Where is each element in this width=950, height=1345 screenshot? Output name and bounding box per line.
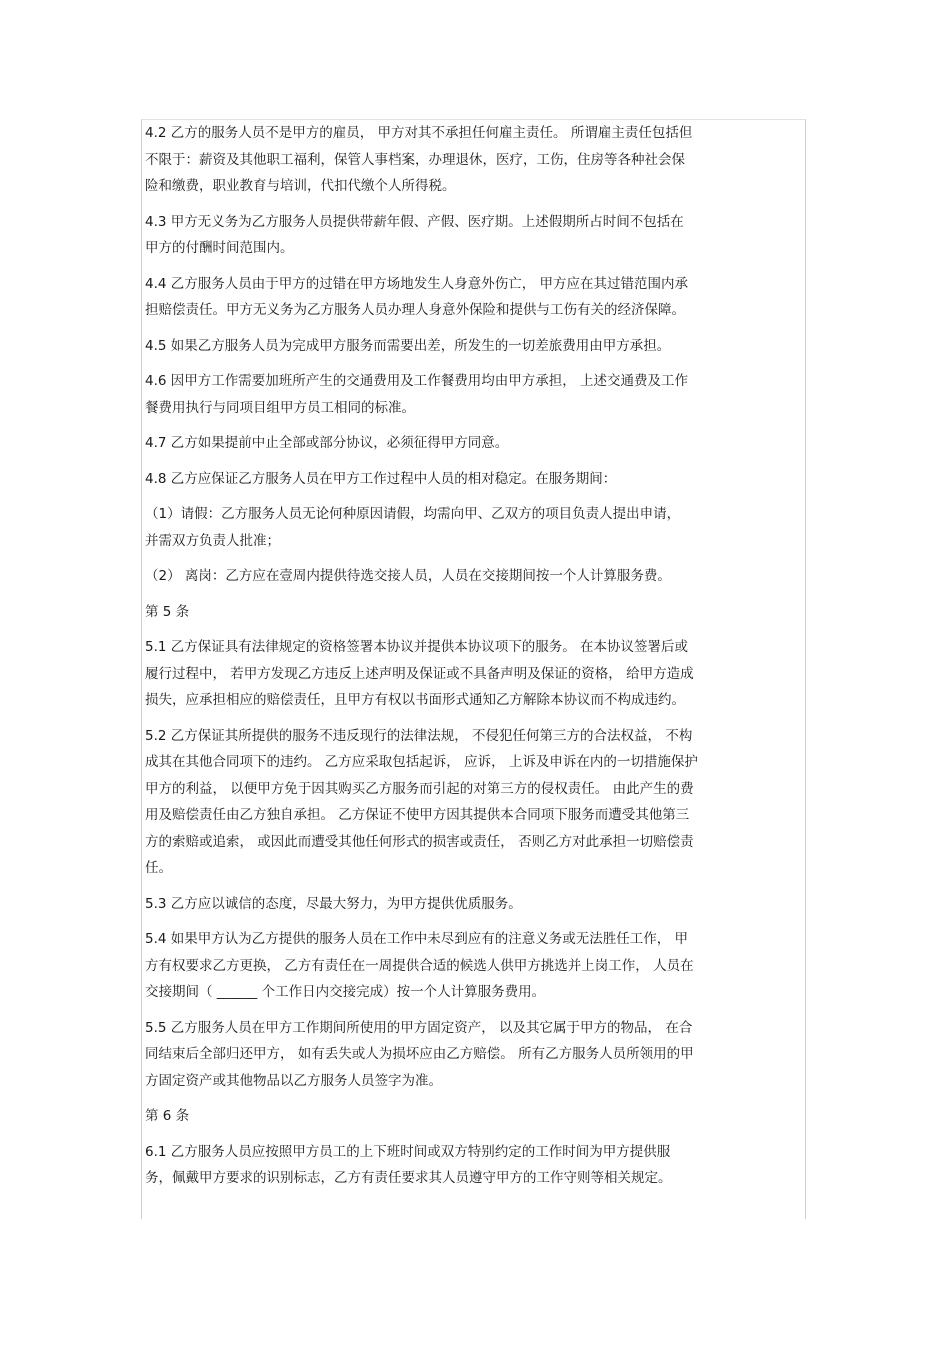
clause-line: 成其在其他合同项下的违约。 乙方应采取包括起诉， 应诉， 上诉及申诉在内的一切措施保护 [145, 754, 698, 770]
clause-4-8-2 [145, 563, 800, 590]
clause-line: 4.2 乙方的服务人员不是甲方的雇员， 甲方对其不承担任何雇主责任。 所谓雇主责任包括但 [145, 125, 693, 141]
paragraph-gap [145, 359, 800, 368]
clause-line: 方的索赔或追索， 或因此而遭受其他任何形式的损害或责任， 否则乙方对此承担一切赔偿责 [145, 833, 694, 850]
paragraph-gap [145, 917, 800, 926]
paragraph-gap [145, 262, 800, 271]
clause-line: 甲方的付酬时间范围内。 [145, 240, 294, 256]
paragraph-gap [145, 1130, 800, 1139]
clause-5-2 [145, 723, 800, 882]
paragraph-gap [145, 200, 800, 209]
clause-4-5 [145, 333, 800, 360]
clause-line: 4.5 如果乙方服务人员为完成甲方服务而需要出差，所发生的一切差旅费用由甲方承担。 [145, 337, 671, 354]
clause-line: 方固定资产或其他物品以乙方服务人员签字为准。 [145, 1072, 442, 1089]
paragraph-gap [145, 1006, 800, 1015]
clause-line: 4.7 乙方如果提前中止全部或部分协议，必须征得甲方同意。 [145, 435, 509, 451]
paragraph-gap [145, 714, 800, 723]
clause-line: 担赔偿责任。甲方无义务为乙方服务人员办理人身意外保险和提供与工伤有关的经济保障。 [145, 302, 685, 318]
clause-art-6 [145, 1103, 800, 1130]
paragraph-gap [145, 1094, 800, 1103]
clause-art-5 [145, 599, 800, 626]
paragraph-gap [145, 590, 800, 599]
paragraph-gap [145, 492, 800, 501]
clause-line: （1）请假：乙方服务人员无论何种原因请假，均需向甲、乙双方的项目负责人提出申请， [145, 506, 681, 522]
clause-line: 不限于：薪资及其他职工福利，保管人事档案，办理退休，医疗，工伤，住房等各种社会保 [145, 151, 685, 168]
clause-4-2 [145, 120, 800, 200]
clause-line: 第 6 条 [145, 1108, 190, 1124]
paragraph-gap [145, 324, 800, 333]
clause-line: 方有权要求乙方更换， 乙方有责任在一周提供合适的候选人供甲方挑选并上岗工作， 人员在 [145, 957, 694, 974]
clause-line: 5.4 如果甲方认为乙方提供的服务人员在工作中未尽到应有的注意义务或无法胜任工作， 甲 [145, 931, 689, 947]
paragraph-gap [145, 457, 800, 466]
clause-line: 5.5 乙方服务人员在甲方工作期间所使用的甲方固定资产， 以及其它属于甲方的物品， 在合 [145, 1019, 693, 1036]
clause-line: 险和缴费，职业教育与培训，代扣代缴个人所得税。 [145, 178, 456, 194]
paragraph-gap [145, 421, 800, 430]
clause-4-6 [145, 368, 800, 421]
clause-line: 5.2 乙方保证其所提供的服务不违反现行的法律法规， 不侵犯任何第三方的合法权益， 不构 [145, 727, 693, 744]
clause-5-3 [145, 891, 800, 918]
clause-line: 6.1 乙方服务人员应按照甲方员工的上下班时间或双方特别约定的工作时间为甲方提供服 [145, 1143, 671, 1160]
clause-line: （2） 离岗：乙方应在壹周内提供待选交接人员，人员在交接期间按一个人计算服务费。 [145, 568, 671, 584]
clause-line: 5.1 乙方保证具有法律规定的资格签署本协议并提供本协议项下的服务。 在本协议签署后或 [145, 639, 689, 655]
clause-line: 同结束后全部归还甲方， 如有丢失或人为损坏应由乙方赔偿。 所有乙方服务人员所领用的甲 [145, 1046, 694, 1062]
paragraph-gap [145, 554, 800, 563]
clause-line: 交接期间（ ______ 个工作日内交接完成）按一个人计算服务费用。 [145, 984, 546, 1000]
clause-line: 4.6 因甲方工作需要加班所产生的交通费用及工作餐费用均由甲方承担， 上述交通费及工作 [145, 373, 689, 389]
clause-5-5 [145, 1015, 800, 1095]
clause-line: 4.8 乙方应保证乙方服务人员在甲方工作过程中人员的相对稳定。在服务期间： [145, 470, 617, 487]
clause-4-8-1 [145, 501, 800, 554]
document-body [145, 120, 800, 1192]
clause-4-7 [145, 430, 800, 457]
paragraph-gap [145, 625, 800, 634]
clause-line: 第 5 条 [145, 603, 190, 620]
clause-line: 4.3 甲方无义务为乙方服务人员提供带薪年假、产假、医疗期。上述假期所占时间不包括在 [145, 213, 684, 230]
clause-6-1 [145, 1139, 800, 1192]
paragraph-gap [145, 882, 800, 891]
clause-line: 履行过程中， 若甲方发现乙方违反上述声明及保证或不具备声明及保证的资格， 给甲方造成 [145, 665, 694, 682]
clause-line: 损失，应承担相应的赔偿责任，且甲方有权以书面形式通知乙方解除本协议而不构成违约。 [145, 692, 685, 708]
clause-line: 4.4 乙方服务人员由于甲方的过错在甲方场地发生人身意外伤亡， 甲方应在其过错范围内承 [145, 275, 689, 292]
clause-4-4 [145, 271, 800, 324]
clause-4-3 [145, 209, 800, 262]
clause-5-1 [145, 634, 800, 714]
clause-line: 并需双方负责人批准； [145, 532, 280, 549]
clause-5-4 [145, 926, 800, 1006]
clause-line: 餐费用执行与同项目组甲方员工相同的标准。 [145, 399, 415, 416]
clause-line: 用及赔偿责任由乙方独自承担。 乙方保证不使甲方因其提供本合同项下服务而遭受其他第三 [145, 807, 690, 823]
clause-line: 甲方的利益， 以便甲方免于因其购买乙方服务而引起的对第三方的侵权责任。 由此产生的费 [145, 780, 694, 797]
clause-line: 任。 [145, 860, 172, 876]
clause-4-8 [145, 466, 800, 493]
clause-line: 5.3 乙方应以诚信的态度，尽最大努力，为甲方提供优质服务。 [145, 895, 522, 912]
clause-line: 务，佩戴甲方要求的识别标志，乙方有责任要求其人员遵守甲方的工作守则等相关规定。 [145, 1170, 672, 1186]
